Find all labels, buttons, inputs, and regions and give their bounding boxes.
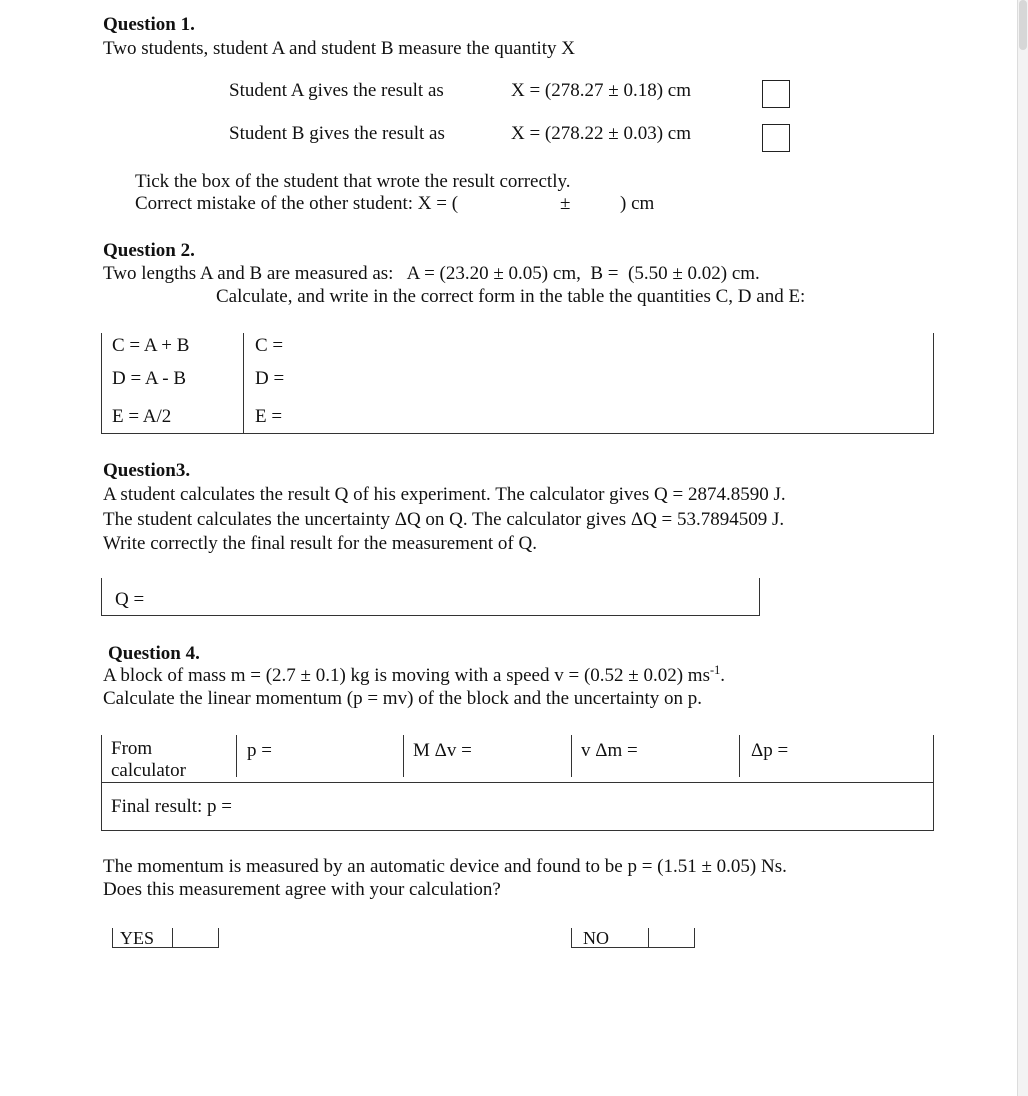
q4-table-mid-border: [101, 782, 934, 783]
q1-instruction: Tick the box of the student that wrote the result correctly.: [135, 171, 571, 192]
q4-table-bottom-border: [101, 830, 934, 831]
q2-row-e-answer[interactable]: E =: [255, 406, 283, 427]
q4-line2: Calculate the linear momentum (p = mv) of the block and the uncertainty on p.: [103, 688, 703, 709]
q4-line1-end: .: [720, 665, 726, 686]
q3-line2: The student calculates the uncertainty ΔQ on Q. The calculator gives ΔQ = 53.7894509 J.: [103, 509, 785, 530]
q4-table-divider-2: [403, 735, 404, 777]
q3-box-right-border: [759, 578, 760, 616]
q2-row-d-answer[interactable]: D =: [255, 368, 285, 389]
q4-v-dm-cell[interactable]: v Δm =: [581, 740, 638, 761]
q4-line1-main: A block of mass m = (2.7 ± 0.1) kg is moving with a speed v = (0.52 ± 0.02) ms: [103, 665, 710, 686]
no-box-right: [694, 928, 695, 948]
q4-dp-cell[interactable]: Δp =: [751, 740, 789, 761]
q4-table-divider-1: [236, 735, 237, 777]
q4-title: Question 4.: [108, 643, 200, 664]
q3-box-left-border: [101, 578, 102, 616]
no-box-divider: [648, 928, 649, 948]
yes-label: YES: [120, 928, 155, 948]
no-box-left: [571, 928, 572, 948]
q4-p-cell[interactable]: p =: [247, 740, 272, 761]
q2-title: Question 2.: [103, 240, 195, 261]
q4-calculator-label: calculator: [111, 760, 186, 781]
q4-final-result[interactable]: Final result: p =: [111, 796, 233, 817]
q4-agree-question: Does this measurement agree with your calculation?: [103, 879, 501, 900]
q1-intro: Two students, student A and student B measure the quantity X: [103, 38, 576, 59]
vertical-scrollbar[interactable]: [1017, 0, 1028, 1096]
q4-from-label: From: [111, 738, 153, 759]
q1-correct-pm: ±: [560, 193, 571, 214]
q4-line1-exponent: -1: [709, 663, 721, 678]
q4-table-left-border: [101, 735, 102, 831]
q2-table-right-border: [933, 333, 934, 434]
q2-table-divider: [243, 333, 244, 434]
student-b-tick-box[interactable]: [762, 124, 790, 152]
q1-correct-prefix: Correct mistake of the other student: X = (: [135, 193, 459, 214]
q2-table-left-border: [101, 333, 102, 434]
yes-box-right: [218, 928, 219, 948]
q4-m-dv-cell[interactable]: M Δv =: [413, 740, 472, 761]
q2-row-c-formula: C = A + B: [112, 335, 190, 356]
q3-box-bottom-border: [101, 615, 760, 616]
q1-title: Question 1.: [103, 14, 195, 35]
q1-student-b-label: Student B gives the result as: [229, 123, 445, 144]
q4-line1: [103, 665, 725, 688]
q2-row-d-formula: D = A - B: [112, 368, 187, 389]
no-label: NO: [583, 928, 609, 948]
q3-title: Question3.: [103, 460, 191, 481]
q2-line1: Two lengths A and B are measured as: A = (23.20 ± 0.05) cm, B = (5.50 ± 0.02) cm.: [103, 263, 760, 284]
yes-box-left: [112, 928, 113, 948]
q1-student-a-label: Student A gives the result as: [229, 80, 444, 101]
q4-device-line: The momentum is measured by an automatic device and found to be p = (1.51 ± 0.05) Ns.: [103, 856, 787, 877]
yes-box-divider: [172, 928, 173, 948]
q3-answer-label: Q =: [115, 589, 145, 610]
q3-line3: Write correctly the final result for the measurement of Q.: [103, 533, 537, 554]
student-a-tick-box[interactable]: [762, 80, 790, 108]
q2-line2: Calculate, and write in the correct form in the table the quantities C, D and E:: [216, 286, 806, 307]
q1-student-a-value: X = (278.27 ± 0.18) cm: [511, 80, 691, 101]
scrollbar-thumb[interactable]: [1019, 0, 1027, 50]
q1-student-b-value: X = (278.22 ± 0.03) cm: [511, 123, 691, 144]
q4-table-right-border: [933, 735, 934, 831]
q2-row-e-formula: E = A/2: [112, 406, 172, 427]
q4-table-divider-3: [571, 735, 572, 777]
q2-table-bottom-border: [101, 433, 934, 434]
q3-line1: A student calculates the result Q of his experiment. The calculator gives Q = 2874.8590 J.: [103, 484, 786, 505]
q1-correct-suffix: ) cm: [620, 193, 655, 214]
q4-table-divider-4: [739, 735, 740, 777]
q2-row-c-answer[interactable]: C =: [255, 335, 284, 356]
